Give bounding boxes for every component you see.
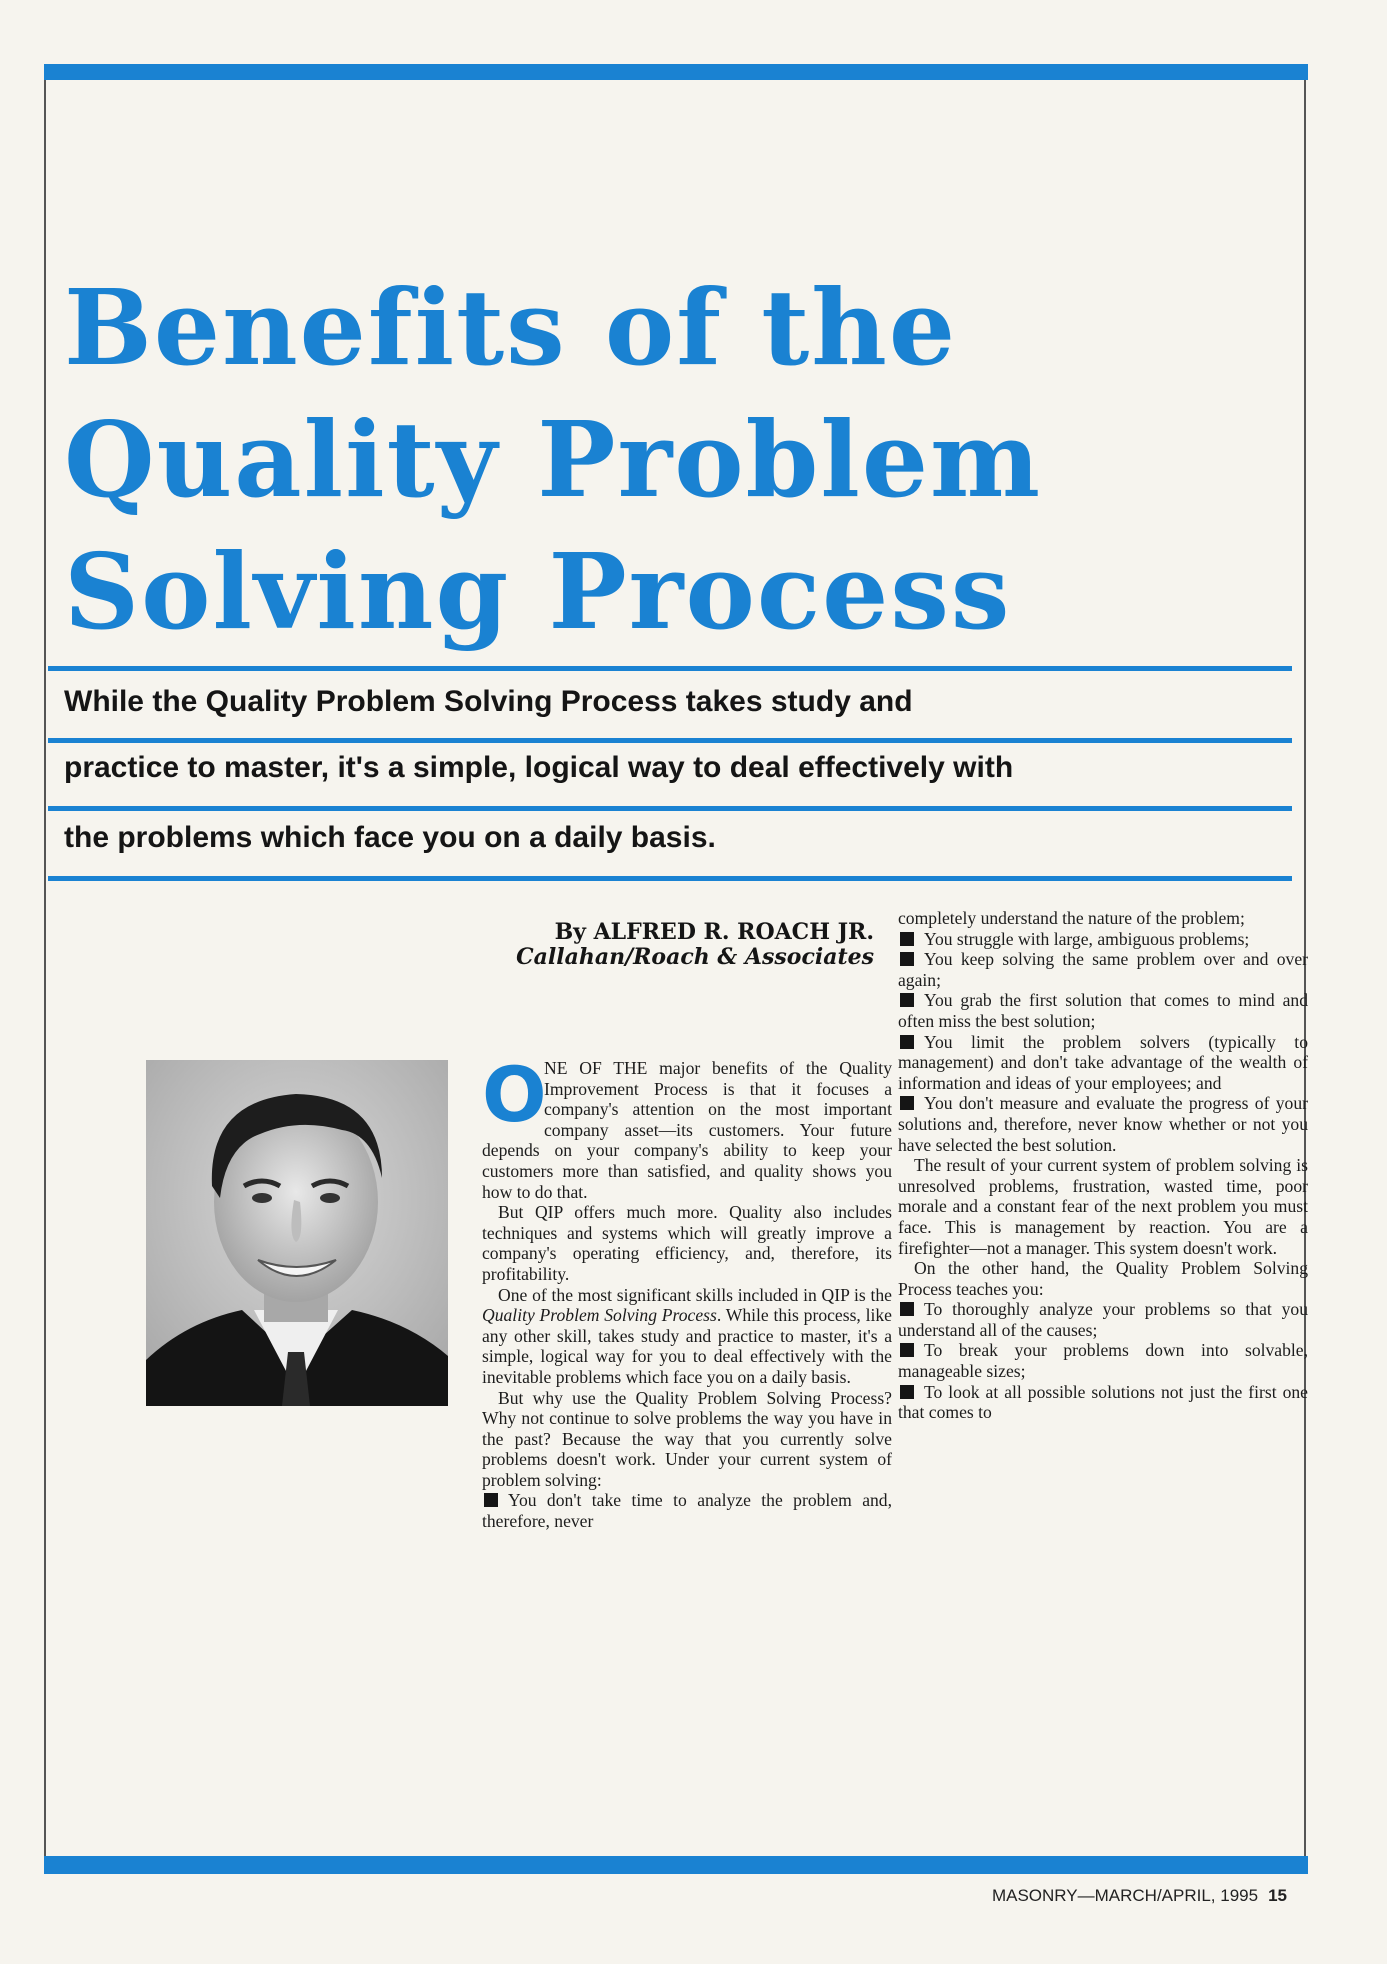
paragraph: NE OF THE major benefits of the Quality Improvement Process is that it focuses a company's attention on the most important company asset—its customers. Your future depends on your company's ability to keep your customers more than satisfied, and quality shows you how to do that. <box>482 1058 892 1202</box>
drop-cap: O <box>482 1050 547 1139</box>
author-firm: Callahan/Roach & Associates <box>516 944 874 970</box>
deck-line: practice to master, it's a simple, logical way to deal effectively with <box>64 751 1014 784</box>
square-bullet-icon <box>900 1096 914 1110</box>
bullet-item: You struggle with large, ambiguous problems; <box>898 929 1308 950</box>
author-name: By ALFRED R. ROACH JR. <box>554 919 874 945</box>
bullet-item: You don't take time to analyze the problem and, therefore, never <box>482 1490 892 1532</box>
article-column-2 <box>898 908 1308 1423</box>
paragraph: completely understand the nature of the problem; <box>898 908 1245 928</box>
byline <box>404 920 874 970</box>
deck-rule <box>48 738 1292 743</box>
deck-line: the problems which face you on a daily basis. <box>64 821 716 854</box>
lead-paragraph <box>482 1050 892 1202</box>
bullet-item: You grab the first solution that comes to mind and often miss the best solution; <box>898 990 1308 1031</box>
square-bullet-icon <box>900 1302 914 1316</box>
deck-rule <box>48 666 1292 671</box>
author-portrait <box>146 1060 448 1406</box>
paragraph: One of the most significant skills included in QIP is the Quality Problem Solving Process. While this process, like any other skill, takes study and practice to master, it's a simple, logical way for you to deal effectively with the inevitable problems which face you on a daily basis. <box>482 1284 892 1387</box>
square-bullet-icon <box>484 1493 498 1507</box>
page-number: 15 <box>1268 1886 1287 1905</box>
square-bullet-icon <box>900 932 914 946</box>
bullet-item: You don't measure and evaluate the progress of your solutions and, therefore, never know whether or not you have selected the best solution. <box>898 1093 1308 1155</box>
bottom-rule <box>44 1856 1308 1874</box>
bullet-item: You keep solving the same problem over and over again; <box>898 949 1308 990</box>
deck-rule <box>48 876 1292 881</box>
article-column-1 <box>482 1050 892 1532</box>
deck-line: While the Quality Problem Solving Process takes study and <box>64 685 913 718</box>
bullet-item: You limit the problem solvers (typically to management) and don't take advantage of the wealth of information and ideas of your employees; and <box>898 1031 1308 1093</box>
page-footer <box>992 1886 1287 1906</box>
bullet-item: To look at all possible solutions not just the first one that comes to <box>898 1381 1308 1423</box>
square-bullet-icon <box>900 952 914 966</box>
top-rule <box>44 64 1308 80</box>
article-title <box>64 262 1244 658</box>
title-line: Quality Problem <box>64 398 1043 521</box>
deck-rule <box>48 806 1292 811</box>
paragraph: On the other hand, the Quality Problem Solving Process teaches you: <box>898 1258 1308 1299</box>
square-bullet-icon <box>900 1035 914 1049</box>
publication-info: MASONRY—MARCH/APRIL, 1995 <box>991 1886 1259 1905</box>
square-bullet-icon <box>900 1343 914 1357</box>
paragraph: But QIP offers much more. Quality also includes techniques and systems which will greatly improve a company's operating efficiency, and, therefore, its profitability. <box>482 1202 892 1284</box>
square-bullet-icon <box>900 1385 914 1399</box>
title-line: Benefits of the <box>64 266 958 389</box>
square-bullet-icon <box>900 993 914 1007</box>
paragraph: The result of your current system of problem solving is unresolved problems, frustration, wasted time, poor morale and a constant fear of the next problem you must face. This is management by reaction. You are a firefighter—not a manager. This system doesn't work. <box>898 1155 1308 1258</box>
bullet-item: To break your problems down into solvable, manageable sizes; <box>898 1340 1308 1382</box>
bullet-item: To thoroughly analyze your problems so that you understand all of the causes; <box>898 1299 1308 1340</box>
title-line: Solving Process <box>64 530 1012 653</box>
emphasis: Quality Problem Solving Process <box>482 1305 717 1326</box>
paragraph: But why use the Quality Problem Solving Process? Why not continue to solve problems the way you have in the past? Because the way that you currently solve problems doesn't work. Under your current system of problem solving: <box>482 1387 892 1490</box>
